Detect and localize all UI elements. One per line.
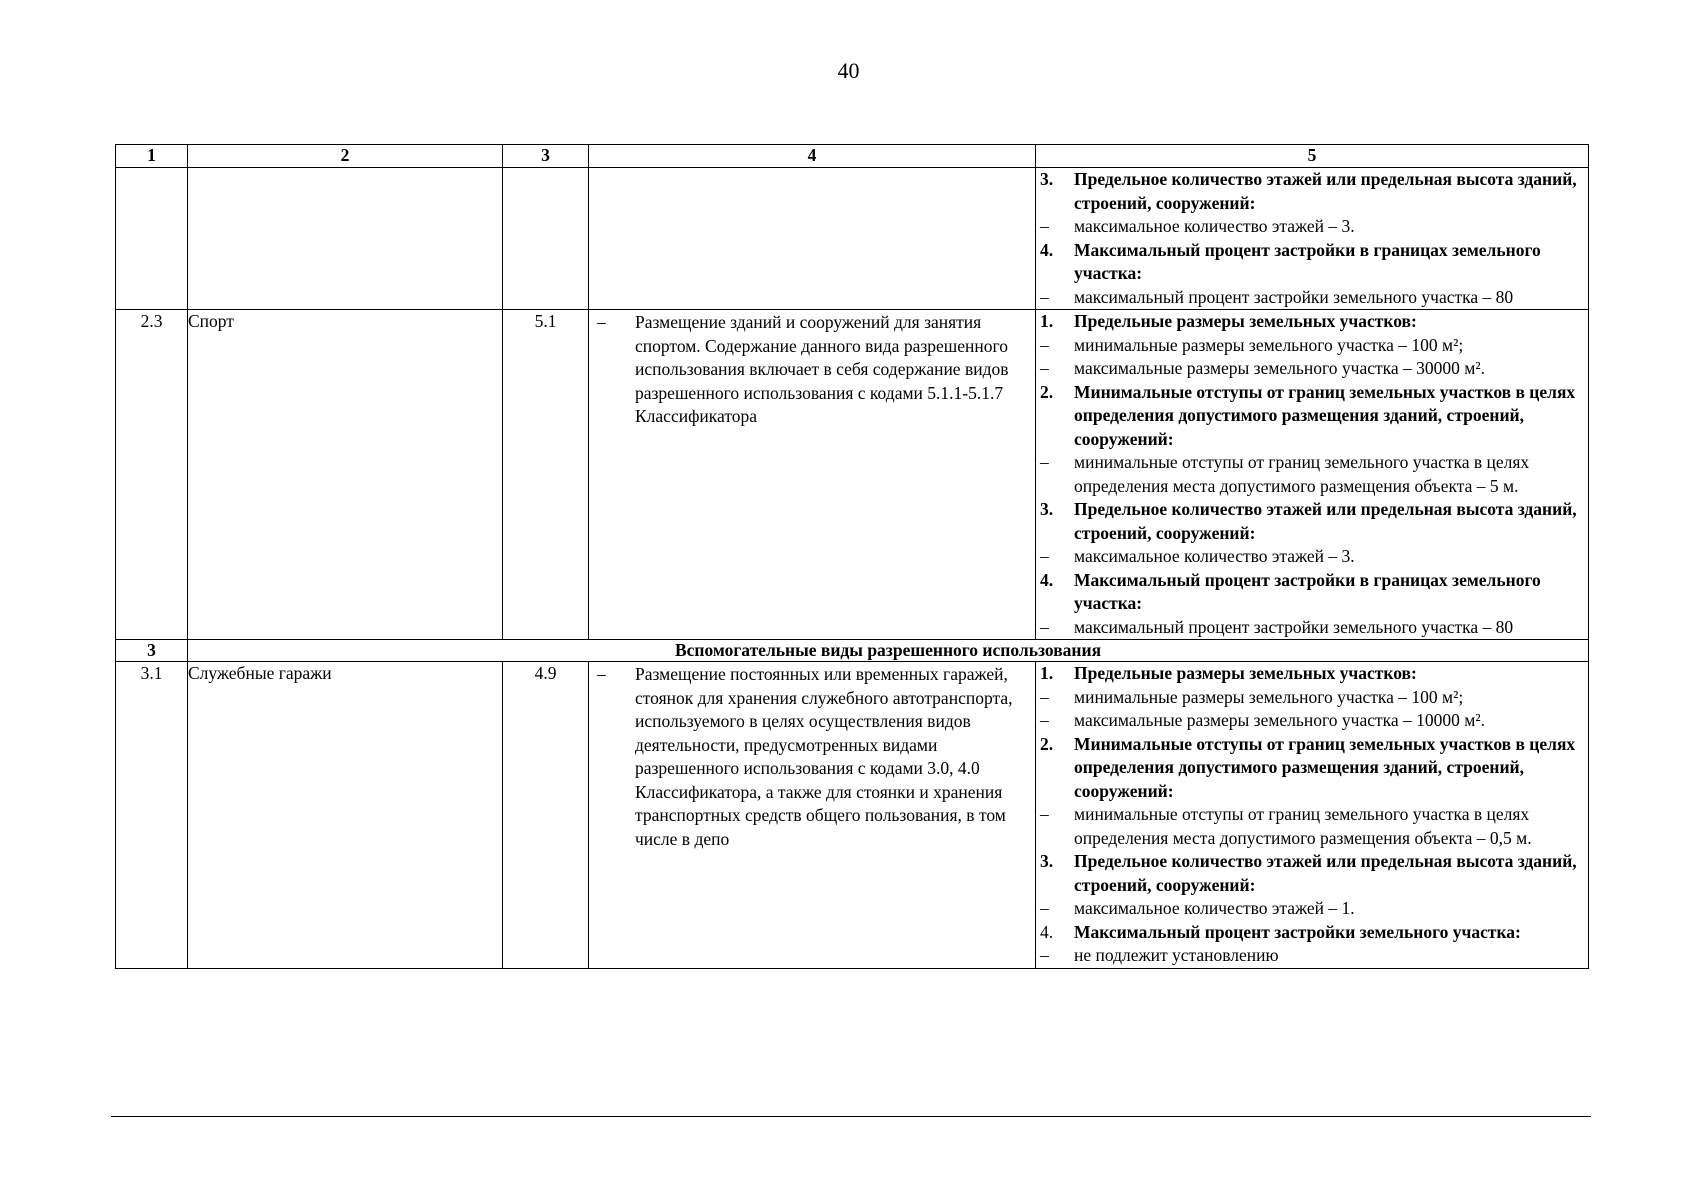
param-value: – максимальное количество этажей – 3. (1040, 216, 1355, 236)
param-value: – максимальные размеры земельного участка – 30000 м². (1040, 358, 1485, 378)
param-value: – максимальное количество этажей – 3. (1040, 546, 1355, 566)
param-heading: 3. Предельное количество этажей или предельная высота зданий, строений, сооружений: (1040, 169, 1577, 213)
table-row (116, 662, 1589, 969)
table-row (116, 310, 1589, 640)
param-heading: 2. Минимальные отступы от границ земельных участков в целях определения допустимого размещения зданий, строений, сооружений: (1040, 381, 1576, 449)
header-col-4: 4 (589, 145, 1036, 168)
row-number: 3.1 (116, 662, 188, 969)
row-params (1036, 168, 1589, 310)
param-heading: 4. Максимальный процент застройки земельного участка: (1040, 921, 1521, 942)
header-col-1: 1 (116, 145, 188, 168)
row-number: 2.3 (116, 310, 188, 640)
header-col-3: 3 (503, 145, 589, 168)
row-description (589, 310, 1036, 640)
row-number (116, 168, 188, 310)
dash-marker: – (597, 312, 606, 332)
row-name: Спорт (188, 310, 503, 640)
section-row (116, 640, 1589, 662)
row-params (1036, 310, 1589, 640)
row-code: 4.9 (503, 662, 589, 969)
param-value: – минимальные отступы от границ земельного участка в целях определения места допустимого размещения объекта – 0,5 м. (1040, 804, 1532, 848)
param-value: – максимальный процент застройки земельного участка – 80 (1040, 286, 1514, 307)
table-row (116, 168, 1589, 310)
param-value: – минимальные размеры земельного участка – 100 м²; (1040, 686, 1464, 707)
param-heading: 3. Предельное количество этажей или предельная высота зданий, строений, сооружений: (1040, 851, 1577, 895)
row-name: Служебные гаражи (188, 662, 503, 969)
param-value: – минимальные размеры земельного участка – 100 м²; (1040, 334, 1464, 355)
header-row (116, 145, 1589, 168)
description-text: Размещение зданий и сооружений для занятия спортом. Содержание данного вида разрешенного использования включает в себя содержание видов разрешенного использования с кодами 5.1.1-5.1.7 Классификатора (635, 312, 1009, 426)
dash-marker: – (597, 664, 606, 684)
row-name (188, 168, 503, 310)
section-number: 3 (116, 640, 188, 662)
param-value: – максимальный процент застройки земельного участка – 80 (1040, 616, 1514, 637)
row-code (503, 168, 589, 310)
row-code: 5.1 (503, 310, 589, 640)
page-number: 40 (837, 58, 860, 83)
header-col-5: 5 (1036, 145, 1589, 168)
regulations-table (115, 144, 1589, 969)
row-description (589, 662, 1036, 969)
param-value: – не подлежит установлению (1040, 945, 1279, 965)
row-params (1036, 662, 1589, 969)
param-heading: 3. Предельное количество этажей или предельная высота зданий, строений, сооружений: (1040, 499, 1577, 543)
param-heading: 1. Предельные размеры земельных участков: (1040, 663, 1417, 683)
param-value: – максимальное количество этажей – 1. (1040, 898, 1355, 918)
row-description (589, 168, 1036, 310)
param-value: – максимальные размеры земельного участка – 10000 м². (1040, 710, 1485, 730)
param-heading: 2. Минимальные отступы от границ земельных участков в целях определения допустимого размещения зданий, строений, сооружений: (1040, 733, 1576, 801)
header-col-2: 2 (188, 145, 503, 168)
param-value: – минимальные отступы от границ земельного участка в целях определения места допустимого размещения объекта – 5 м. (1040, 452, 1530, 496)
section-title: Вспомогательные виды разрешенного использования (188, 640, 1589, 662)
param-heading: 1. Предельные размеры земельных участков: (1040, 311, 1417, 331)
description-text: Размещение постоянных или временных гаражей, стоянок для хранения служебного автотранспорта, используемого в целях осуществления видов деятельности, предусмотренных видами разрешенного использования с кодами 3.0, 4.0 Классификатора, а также для стоянки и хранения транспортных средств общего пользования, в том числе в депо (635, 664, 1013, 849)
footer-divider (111, 1116, 1591, 1117)
param-heading: 4. Максимальный процент застройки в границах земельного участка: (1040, 569, 1541, 613)
param-heading: 4. Максимальный процент застройки в границах земельного участка: (1040, 239, 1541, 283)
